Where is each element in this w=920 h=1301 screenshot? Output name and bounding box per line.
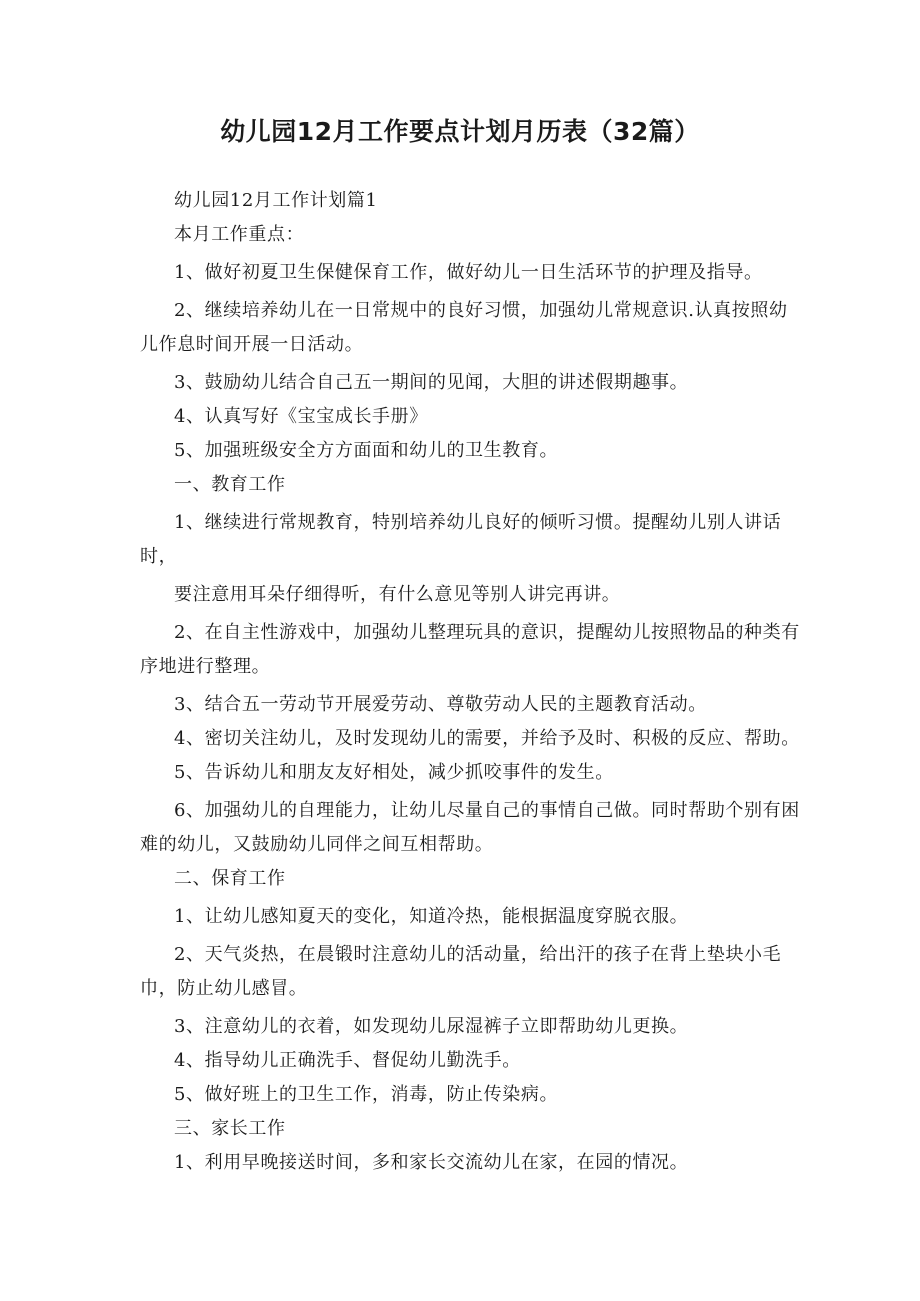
section-heading: 幼儿园12月工作计划篇1 (174, 190, 378, 211)
section-heading: 一、教育工作 (174, 474, 286, 495)
paragraph: 3、结合五一劳动节开展爱劳动、尊敬劳动人民的主题教育活动。 (174, 694, 707, 715)
paragraph: 5、加强班级安全方方面面和幼儿的卫生教育。 (174, 440, 559, 461)
paragraph: 6、加强幼儿的自理能力，让幼儿尽量自己的事情自己做。同时帮助个别有困难的幼儿，又鼓励幼儿同伴之间互相帮助。 (140, 800, 800, 855)
section-heading: 三、家长工作 (174, 1118, 286, 1139)
paragraph: 2、天气炎热，在晨锻时注意幼儿的活动量，给出汗的孩子在背上垫块小毛巾，防止幼儿感冒。 (140, 944, 782, 999)
paragraph: 1、利用早晚接送时间，多和家长交流幼儿在家，在园的情况。 (174, 1152, 689, 1173)
paragraph: 2、继续培养幼儿在一日常规中的良好习惯，加强幼儿常规意识.认真按照幼儿作息时间开展一日活动。 (140, 300, 788, 355)
paragraph: 3、注意幼儿的衣着，如发现幼儿尿湿裤子立即帮助幼儿更换。 (174, 1016, 689, 1037)
document-title: 幼儿园12月工作要点计划月历表（32篇） (220, 117, 700, 146)
section-heading: 二、保育工作 (174, 868, 286, 889)
paragraph: 3、鼓励幼儿结合自己五一期间的见闻，大胆的讲述假期趣事。 (174, 372, 689, 393)
paragraph: 要注意用耳朵仔细得听，有什么意见等别人讲完再讲。 (174, 584, 621, 605)
paragraph: 4、指导幼儿正确洗手、督促幼儿勤洗手。 (174, 1050, 521, 1071)
paragraph: 1、让幼儿感知夏天的变化，知道冷热，能根据温度穿脱衣服。 (174, 906, 689, 927)
paragraph: 2、在自主性游戏中，加强幼儿整理玩具的意识，提醒幼儿按照物品的种类有序地进行整理。 (140, 622, 800, 677)
paragraph: 5、做好班上的卫生工作，消毒，防止传染病。 (174, 1084, 559, 1105)
paragraph: 本月工作重点： (174, 224, 305, 245)
paragraph: 1、继续进行常规教育，特别培养幼儿良好的倾听习惯。提醒幼儿别人讲话时， (140, 512, 782, 567)
paragraph: 4、认真写好《宝宝成长手册》 (174, 406, 428, 427)
paragraph: 1、做好初夏卫生保健保育工作，做好幼儿一日生活环节的护理及指导。 (174, 262, 763, 283)
document-body (140, 184, 800, 1180)
paragraph: 5、告诉幼儿和朋友友好相处，减少抓咬事件的发生。 (174, 762, 614, 783)
paragraph: 4、密切关注幼儿，及时发现幼儿的需要，并给予及时、积极的反应、帮助。 (174, 728, 800, 749)
